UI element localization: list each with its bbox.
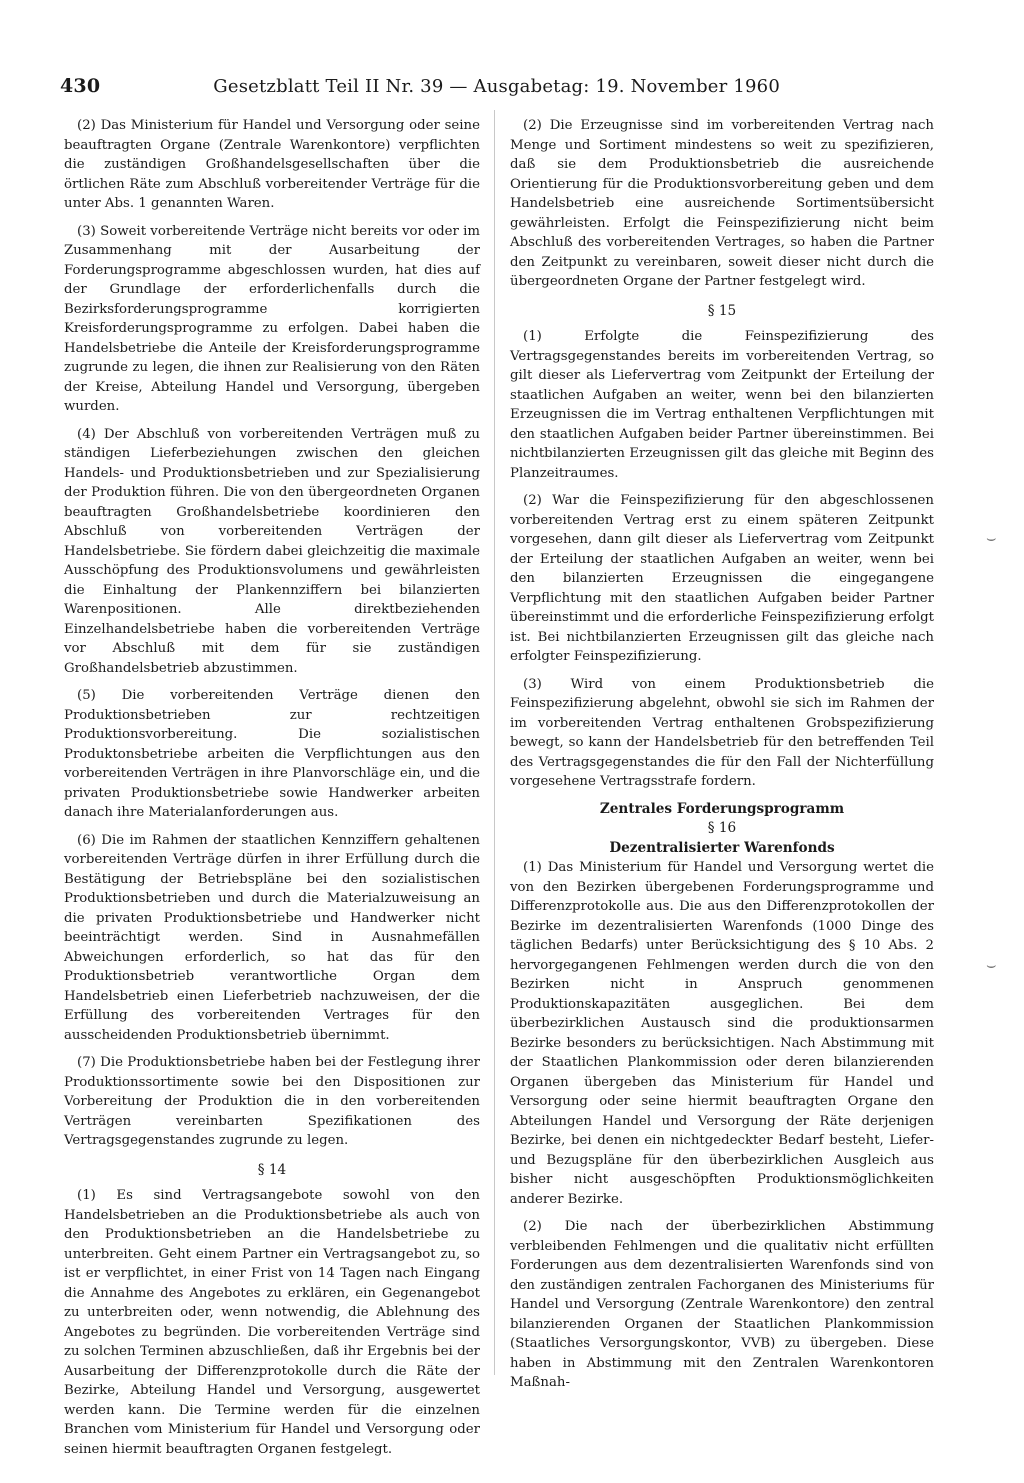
section-heading: Zentrales Forderungsprogramm: [599, 800, 845, 817]
section-15-label: § 15: [707, 302, 737, 319]
column-divider: [494, 110, 495, 1375]
paragraph: (1) Das Ministerium für Handel und Versorgung wertet die von den Bezirken übergebenen Forderungsprogramme und Differenzprotokolle aus. Die aus den Differenzprotokollen der Bezirke im dezentralisierten Warenfonds (1000 Dinge des täglichen Bedarfs) unter Berücksichtigung des § 10 Abs. 2 hervorgegangenen Fehlmengen werden durch die von den Bezirken nicht in Anspruch genommenen Produktionskapazitäten ausgeglichen. Bei dem überbezirklichen Austausch sind die produktionsarmen Bezirke besonders zu berücksichtigen. Nach Abstimmung mit der Staatlichen Plankommission oder deren bilanzierenden Organen übergeben das Ministerium für Handel und Versorgung oder seine hiermit beauftragten Organe den Abteilungen Handel und Versorgung der Räte derjenigen Bezirke, bei denen ein nichtgedeckter Bedarf besteht, Liefer- und Bezugspläne für den überbezirklichen Ausgleich aus bisher nicht ausgeschöpften Produktionsmöglichkeiten anderer Bezirke.: [510, 860, 934, 1207]
paragraph: (3) Soweit vorbereitende Verträge nicht bereits vor oder im Zusammenhang mit der Ausarbeitung der Forderungsprogramme abgeschlossen wurden, hat dies auf der Grundlage der erforderlichenfalls durch die Bezirksforderungsprogramme korrigierten Kreisforderungsprogramme zu erfolgen. Dabei haben die Handelsbetriebe die Anteile der Kreisforderungsprogramme zugrunde zu legen, die ihnen zur Realisierung von den Räten der Kreise, Abteilung Handel und Versorgung, übergeben wurden.: [64, 223, 480, 414]
paragraph: (1) Es sind Vertragsangebote sowohl von den Handelsbetrieben an die Produktionsbetriebe als auch von den Produktionsbetrieben an die Handelsbetriebe zu unterbreiten. Geht einem Partner ein Vertragsangebot zu, so ist er verpflichtet, in einer Frist von 14 Tagen nach Eingang die Annahme des Angebotes zu erklären, ein Gegenangebot zu unterbreiten oder, wenn notwendig, die Ablehnung des Angebotes zu begründen. Die vorbereitenden Verträge sind zu solchen Terminen abzuschließen, daß ihr Ergebnis bei der Ausarbeitung der Differenzprotokolle durch die Räte der Bezirke, Abteilung Handel und Versorgung, ausgewertet werden kann. Die Termine werden für die einzelnen Branchen vom Ministerium für Handel und Versorgung oder seinen hiermit beauftragten Organen festgelegt.: [64, 1188, 480, 1457]
paragraph: (2) Die Erzeugnisse sind im vorbereitenden Vertrag nach Menge und Sortiment mindestens so weit zu spezifizieren, daß sie dem Produktionsbetrieb die ausreichende Orientierung für die Produktionsvorbereitung geben und dem Handelsbetrieb eine ausreichende Sortimentsübersicht gewährleisten. Erfolgt die Feinspezifizierung nicht beim Abschluß des vorbereitenden Vertrages, so haben die Partner den Zeitpunkt zu vereinbaren, soweit dieser nicht durch die übergeordneten Organe der Partner festgelegt wird.: [510, 118, 934, 289]
paragraph: (4) Der Abschluß von vorbereitenden Verträgen muß zu ständigen Lieferbeziehungen zwischen den gleichen Handels- und Produktionsbetrieben und zur Spezialisierung der Produktion führen. Die von den übergeordneten Organen beauftragten Großhandelsbetriebe koordinieren den Abschluß von vorbereitenden Verträgen der Handelsbetriebe. Sie fördern dabei gleichzeitig die maximale Ausschöpfung des Produktionsvolumens und gewährleisten die Einhaltung der Plankennziffern bei bilanzierten Warenpositionen. Alle direktbeziehenden Einzelhandelsbetriebe haben die vorbereitenden Verträge vor Abschluß mit dem für sie zuständigen Großhandelsbetrieb abzustimmen.: [64, 426, 480, 676]
paragraph: (2) Das Ministerium für Handel und Versorgung oder seine beauftragten Organe (Zentrale Warenkontore) verpflichten die zuständigen Großhandelsgesellschaften über die örtlichen Räte zum Abschluß vorbereitender Verträge für die unter Abs. 1 genannten Waren.: [64, 118, 480, 211]
section-14-label: § 14: [257, 1161, 287, 1178]
paragraph: (1) Erfolgte die Feinspezifizierung des Vertragsgegenstandes bereits im vorbereitenden Vertrag, so gilt dieser als Liefervertrag vom Zeitpunkt der Erteilung der staatlichen Aufgaben an weiter, wenn bei den bilanzierten Erzeugnissen die im Vertrag enthaltenen Verpflichtungen mit den staatlichen Aufgaben beider Partner übereinstimmen. Bei nichtbilanzierten Erzeugnissen gilt das gleiche mit Beginn des Planzeitraumes.: [510, 329, 934, 481]
paragraph: (5) Die vorbereitenden Verträge dienen den Produktionsbetrieben zur rechtzeitigen Produktionsvorbereitung. Die sozialistischen Produktonsbetriebe arbeiten die Verpflichtungen aus den vorbereitenden Verträgen in ihre Planvorschläge ein, und die privaten Produktionsbetriebe sowie Handwerker arbeiten danach ihre Materialanforderungen aus.: [64, 688, 480, 820]
binding-mark-icon: ⌣: [986, 955, 997, 974]
left-column: [64, 116, 480, 1467]
header-title: Gesetzblatt Teil II Nr. 39 — Ausgabetag: 19. November 1960: [213, 76, 780, 97]
section-heading: Dezentralisierter Warenfonds: [609, 839, 835, 856]
binding-mark-icon: ⌣: [986, 528, 997, 547]
paragraph: (2) Die nach der überbezirklichen Abstimmung verbleibenden Fehlmengen und die qualitativ nicht erfüllten Forderungen aus dem dezentralisierten Warenfonds sind von den zuständigen zentralen Fachorganen des Ministeriums für Handel und Versorgung (Zentrale Warenkontore) den zentral bilanzierenden Organen der Staatlichen Plankommission (Staatliches Versorgungskontor, VVB) zu übergeben. Diese haben in Abstimmung mit den Zentralen Warenkontoren Maßnah-: [510, 1219, 934, 1390]
page-number: 430: [60, 75, 101, 97]
paragraph: (7) Die Produktionsbetriebe haben bei der Festlegung ihrer Produktionssortimente sowie bei den Dispositionen zur Vorbereitung der Produktion die in den vorbereitenden Verträgen vereinbarten Spezifikationen des Vertragsgegenstandes zugrunde zu legen.: [64, 1055, 480, 1148]
paragraph: (6) Die im Rahmen der staatlichen Kennziffern gehaltenen vorbereitenden Verträge dürfen in ihrer Erfüllung durch die Bestätigung der Betriebspläne bei den sozialistischen Produktionsbetrieben und durch die Materialzuweisung an die privaten Produktionsbetriebe und Handwerker nicht beeinträchtigt werden. Sind in Ausnahmefällen Abweichungen erforderlich, so hat das für den Produktionsbetrieb verantwortliche Organ dem Handelsbetrieb einen Lieferbetrieb nachzuweisen, der die Erfüllung des vorbereitenden Vertrages für den ausscheidenden Produktionsbetrieb übernimmt.: [64, 832, 480, 1043]
section-16-label: § 16: [707, 820, 737, 836]
paragraph: (3) Wird von einem Produktionsbetrieb die Feinspezifizierung abgelehnt, obwohl sie sich im Rahmen der im vorbereitenden Vertrag enthaltenen Grobspezifizierung bewegt, so kann der Handelsbetrieb für den betreffenden Teil des Vertragsgegenstandes die für den Fall der Nichterfüllung vorgesehene Vertragsstrafe fordern.: [510, 676, 934, 789]
page-header: [60, 75, 780, 97]
paragraph: (2) War die Feinspezifizierung für den abgeschlossenen vorbereitenden Vertrag erst zu einem späteren Zeitpunkt vorgesehen, dann gilt dieser als Liefervertrag vom Zeitpunkt der Erteilung der staatlichen Aufgaben an weiter, wenn bei den bilanzierten Erzeugnissen die eingegangene Verpflichtung mit den staatlichen Aufgaben beider Partner übereinstimmt und die erforderliche Feinspezifizierung erfolgt ist. Bei nichtbilanzierten Erzeugnissen gilt das gleiche nach erfolgter Feinspezifizierung.: [510, 493, 934, 664]
right-column: [510, 116, 934, 1401]
